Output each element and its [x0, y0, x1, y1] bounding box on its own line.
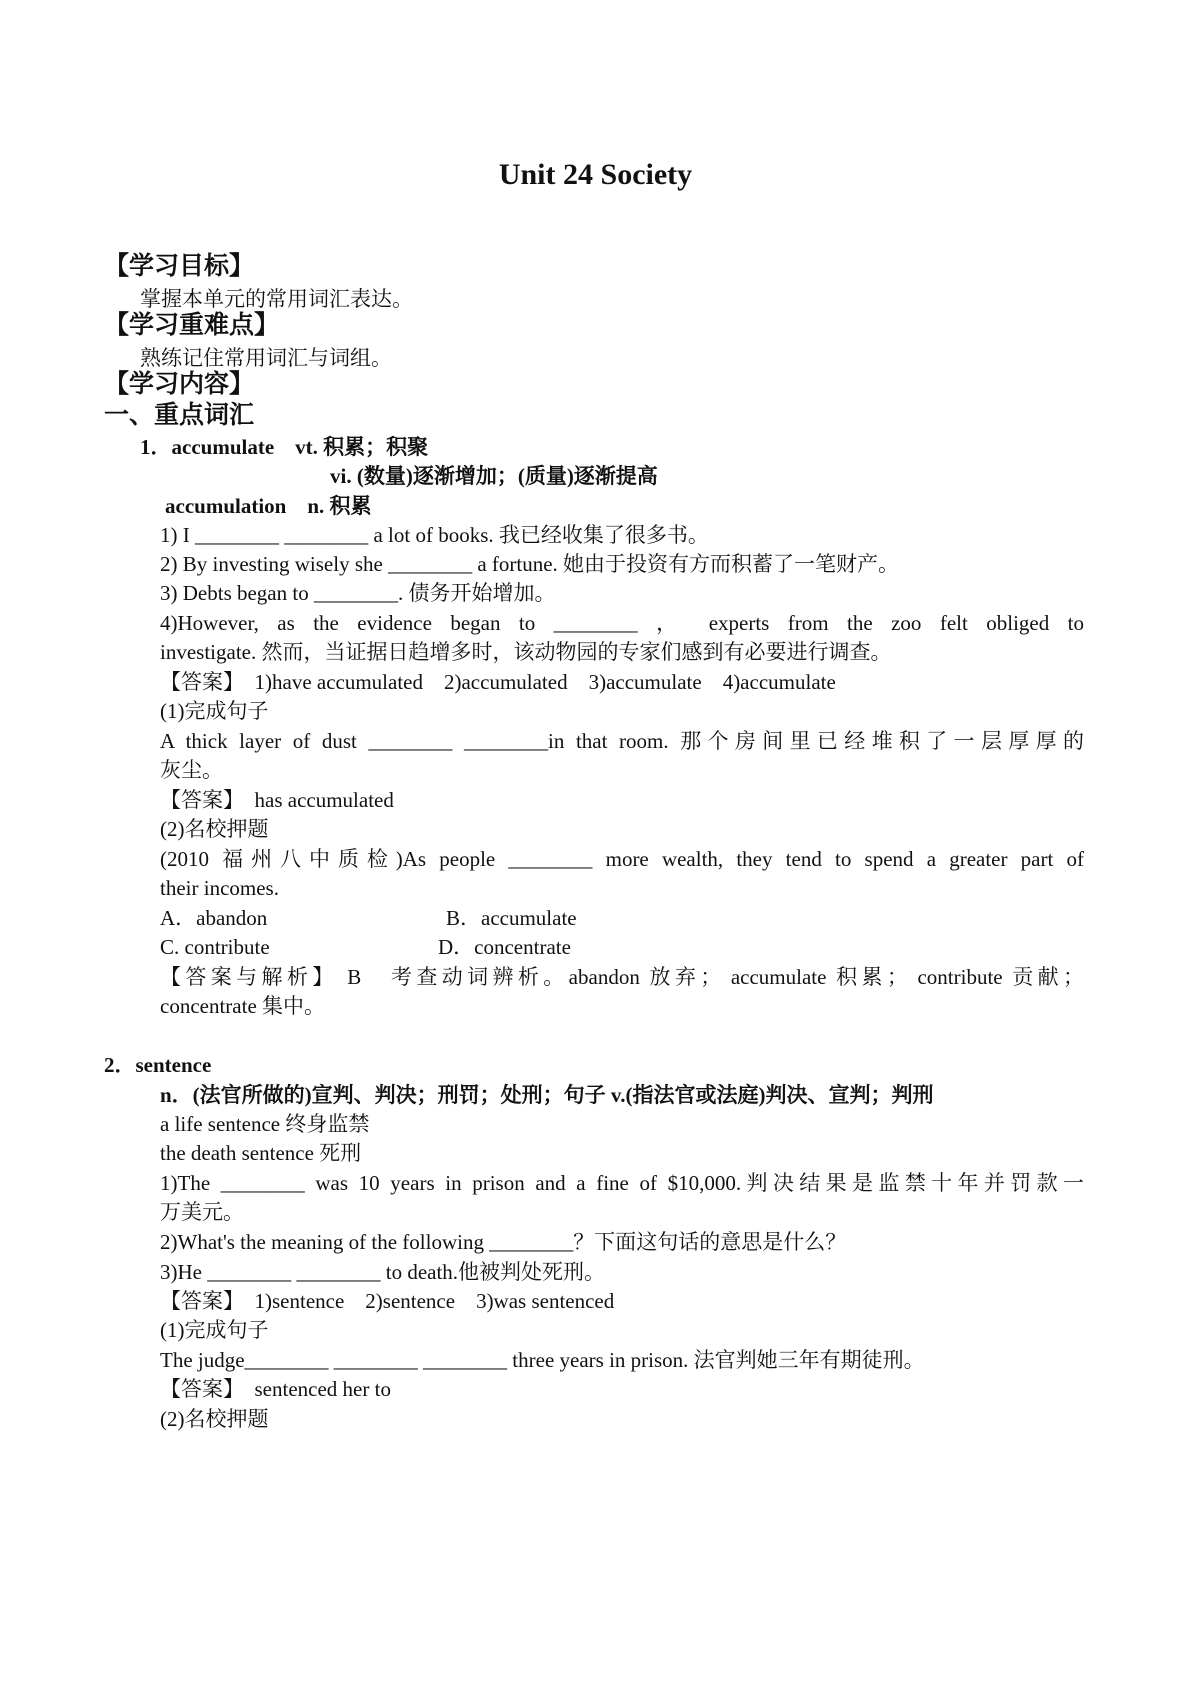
word1-complete-sentence-cont: 灰尘。 [160, 758, 223, 782]
word2-senses: n．(法官所做的)宣判、判决；刑罚；处刑；句子 v.(指法官或法庭)判决、宣判；判刑 [160, 1083, 934, 1107]
word2-answer-1: 【答案】 1)sentence 2)sentence 3)was sentenced [160, 1289, 615, 1313]
word1-example-3: 3) Debts began to ________. 债务开始增加。 [160, 581, 556, 605]
word2-example-2: 2)What's the meaning of the following ________？下面这句话的意思是什么？ [160, 1230, 847, 1254]
word1-answer-2: 【答案】 has accumulated [160, 788, 394, 812]
content-heading: 【学习内容】 [104, 371, 255, 398]
word1-answer-1: 【答案】 1)have accumulated 2)accumulated 3)accumulate 4)accumulate [160, 670, 836, 694]
word1-option-c: C. contribute [160, 935, 270, 959]
word1-example-1: 1) I ________ ________ a lot of books. 我已经收集了很多书。 [160, 523, 709, 547]
word2-phrase-2: the death sentence 死刑 [160, 1141, 362, 1165]
goal-heading: 【学习目标】 [104, 253, 255, 280]
word1-school-question-cont: their incomes. [160, 876, 279, 900]
focus-text: 熟练记住常用词汇与词组。 [140, 346, 392, 370]
word2-example-1: 1)The ________ was 10 years in prison and a fine of $10,000.判决结果是监禁十年并罚款一 [160, 1171, 1084, 1195]
word1-school-label: (2)名校押题 [160, 817, 269, 841]
goal-text: 掌握本单元的常用词汇表达。 [140, 287, 413, 311]
word1-option-b: B．accumulate [446, 906, 577, 930]
word1-example-4-cont: investigate. 然而，当证据日趋增多时，该动物园的专家们感到有必要进行调查。 [160, 640, 892, 664]
word2-complete-label: (1)完成句子 [160, 1318, 269, 1342]
word1-example-2: 2) By investing wisely she ________ a fortune. 她由于投资有方而积蓄了一笔财产。 [160, 552, 900, 576]
focus-heading: 【学习重难点】 [104, 312, 280, 339]
word2-example-1-cont: 万美元。 [160, 1200, 244, 1224]
word1-option-a: A．abandon [160, 906, 268, 930]
word2-example-3: 3)He ________ ________ to death.他被判处死刑。 [160, 1260, 606, 1284]
word2-school-label: (2)名校押题 [160, 1407, 269, 1431]
word2-headword: 2．sentence [104, 1053, 212, 1077]
word1-analysis: 【答案与解析】 B 考查动词辨析。abandon 放弃； accumulate 积累； contribute 贡献； [160, 965, 1084, 989]
page-title: Unit 24 Society [498, 158, 693, 191]
word1-derived: accumulation n. 积累 [165, 494, 372, 518]
word1-headword: 1．accumulate vt. 积累；积聚 [140, 435, 429, 459]
word2-phrase-1: a life sentence 终身监禁 [160, 1112, 370, 1136]
part1-heading: 一、重点词汇 [104, 402, 255, 429]
word1-complete-sentence: A thick layer of dust ________ ________in that room. 那个房间里已经堆积了一层厚厚的 [160, 729, 1084, 753]
word1-analysis-cont: concentrate 集中。 [160, 994, 326, 1018]
word1-option-d: D．concentrate [438, 935, 571, 959]
word1-sense2: vi. (数量)逐渐增加；(质量)逐渐提高 [330, 464, 658, 488]
word2-complete-sentence: The judge________ ________ ________ three years in prison. 法官判她三年有期徒刑。 [160, 1348, 925, 1372]
word1-school-question: (2010 福州八中质检)As people ________ more wealth, they tend to spend a greater part of [160, 847, 1084, 871]
word1-complete-label: (1)完成句子 [160, 699, 269, 723]
word2-answer-2: 【答案】 sentenced her to [160, 1377, 391, 1401]
word1-example-4: 4)However, as the evidence began to ________ ， experts from the zoo felt obliged to [160, 611, 1084, 635]
